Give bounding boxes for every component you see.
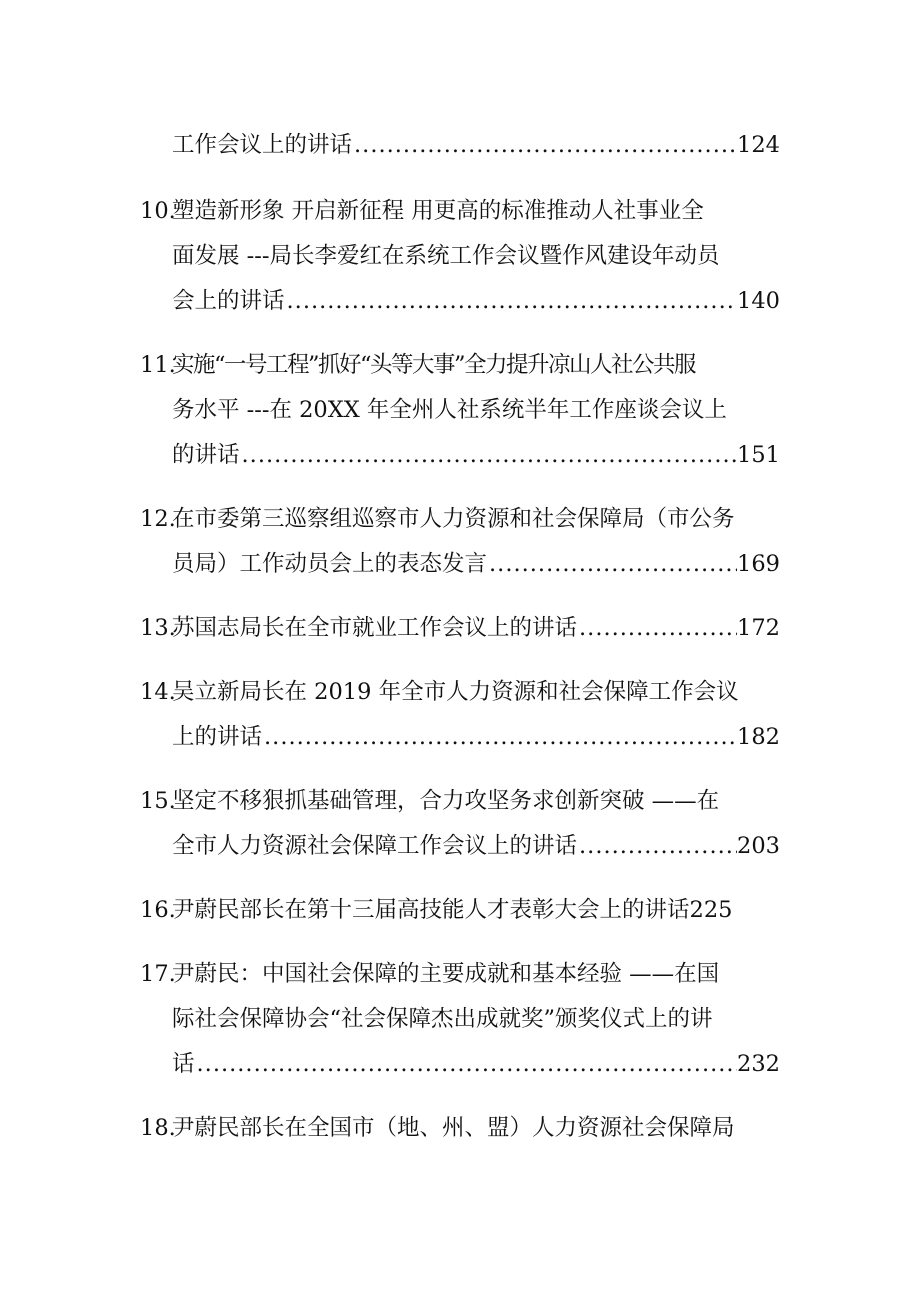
toc-title-text: 尹蔚民部长在第十三届高技能人才表彰大会上的讲话	[172, 897, 690, 923]
toc-line	[172, 716, 780, 758]
page-number: 225	[689, 897, 733, 923]
toc-line	[172, 1043, 780, 1085]
toc-line: 尹蔚民：中国社会保障的主要成就和基本经验 ——在国	[172, 961, 720, 987]
toc-entry-11[interactable]	[140, 344, 780, 476]
toc-title-text: 会上的讲话	[172, 288, 285, 314]
entry-number: 11.	[140, 352, 176, 378]
toc-line: 吴立新局长在 2019 年全市人力资源和社会保障工作会议	[172, 679, 739, 705]
toc-line	[172, 434, 780, 476]
dot-leader	[487, 543, 737, 585]
page-number: 182	[737, 724, 780, 750]
toc-line: 尹蔚民部长在全国市（地、州、盟）人力资源社会保障局	[172, 1115, 735, 1141]
entry-number: 16.	[140, 897, 176, 923]
dot-leader	[240, 434, 738, 476]
toc-title-text: 上的讲话	[172, 724, 263, 750]
entry-number: 13.	[140, 615, 176, 641]
toc-line: 塑造新形象 开启新征程 用更高的标准推动人社事业全	[172, 198, 704, 224]
toc-line: 在市委第三巡察组巡察市人力资源和社会保障局（市公务	[172, 506, 735, 532]
dot-leader	[195, 1043, 738, 1085]
toc-line	[172, 124, 780, 166]
dot-leader	[262, 716, 737, 758]
dot-leader	[577, 825, 737, 867]
toc-line: 务水平 ---在 20XX 年全州人社系统半年工作座谈会议上	[172, 397, 727, 423]
toc-entry-17[interactable]	[140, 953, 780, 1085]
toc-entry-18[interactable]	[140, 1107, 780, 1149]
entry-number: 12.	[140, 506, 176, 532]
toc-title-text: 全市人力资源社会保障工作会议上的讲话	[172, 833, 578, 859]
toc-title-text: 的讲话	[172, 442, 240, 468]
entry-number: 14.	[140, 679, 176, 705]
toc-line	[172, 825, 780, 867]
toc-line	[172, 607, 780, 649]
page-number: 203	[737, 833, 780, 859]
page-number: 151	[737, 442, 780, 468]
entry-number: 18.	[140, 1115, 176, 1141]
dot-leader	[352, 124, 737, 166]
toc-line: 际社会保障协会“社会保障杰出成就奖”颁奖仪式上的讲	[172, 1006, 713, 1032]
toc-entry-12[interactable]	[140, 498, 780, 585]
toc-line: 实施“一号工程”抓好“头等大事”全力提升凉山人社公共服	[172, 352, 696, 378]
toc-entry-15[interactable]	[140, 780, 780, 867]
entry-number: 17.	[140, 961, 176, 987]
toc-title-text: 工作会议上的讲话	[172, 132, 353, 158]
toc-entry-14[interactable]	[140, 671, 780, 758]
toc-entry-9-continued[interactable]	[140, 124, 780, 166]
toc-line	[172, 889, 780, 931]
dot-leader	[285, 280, 738, 322]
dot-leader	[577, 607, 737, 649]
toc-line: 面发展 ---局长李爱红在系统工作会议暨作风建设年动员	[172, 243, 720, 269]
toc-entry-13[interactable]	[140, 607, 780, 649]
page-number: 124	[737, 132, 780, 158]
page-number: 232	[737, 1051, 780, 1077]
toc-title-text: 苏国志局长在全市就业工作会议上的讲话	[172, 615, 578, 641]
page-number: 140	[737, 288, 780, 314]
toc-line	[172, 280, 780, 322]
entry-number: 15.	[140, 788, 176, 814]
toc-entry-16[interactable]	[140, 889, 780, 931]
toc-title-text: 员局）工作动员会上的表态发言	[172, 551, 488, 577]
entry-number: 10.	[140, 198, 176, 224]
page-number: 172	[737, 615, 780, 641]
toc-entry-10[interactable]	[140, 190, 780, 322]
table-of-contents	[140, 124, 780, 1171]
toc-line	[172, 543, 780, 585]
toc-line: 坚定不移狠抓基础管理，合力攻坚务求创新突破 ——在	[172, 788, 720, 814]
page-number: 169	[737, 551, 780, 577]
toc-title-text: 话	[172, 1051, 195, 1077]
